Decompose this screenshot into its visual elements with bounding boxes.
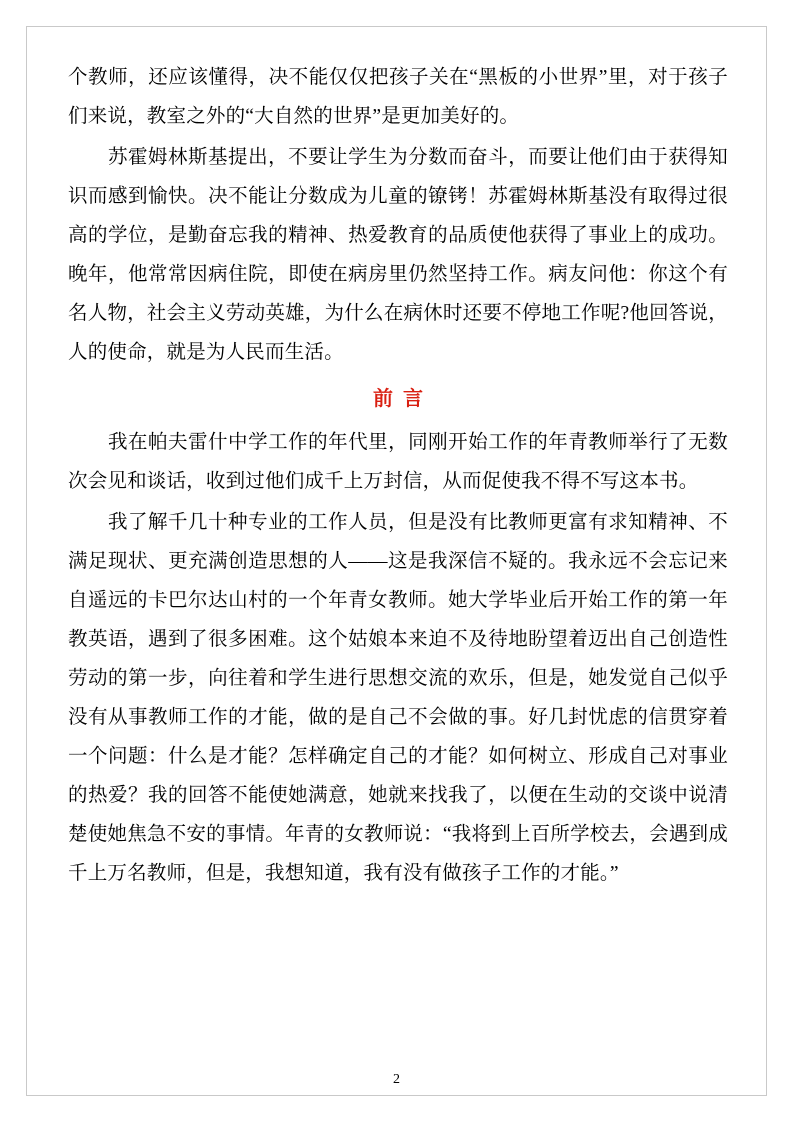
- page-content: [68, 58, 728, 895]
- paragraph: 我了解千几十种专业的工作人员，但是没有比教师更富有求知精神、不满足现状、更充满创造思想的人——这是我深信不疑的。我永远不会忘记来自遥远的卡巴尔达山村的一个年青女教师。她大学毕业后开始工作的第一年教英语，遇到了很多困难。这个姑娘本来迫不及待地盼望着迈出自己创造性劳动的第一步，向往着和学生进行思想交流的欢乐，但是，她发觉自己似乎没有从事教师工作的才能，做的是自己不会做的事。好几封忧虑的信贯穿着一个问题：什么是才能？怎样确定自己的才能？如何树立、形成自己对事业的热爱？我的回答不能使她满意，她就来找我了，以便在生动的交谈中说清楚使她焦急不安的事情。年青的女教师说：“我将到上百所学校去，会遇到成千上万名教师，但是，我想知道，我有没有做孩子工作的才能。”: [68, 512, 728, 884]
- section-heading: 前言: [373, 388, 433, 410]
- paragraph: 苏霍姆林斯基提出，不要让学生为分数而奋斗，而要让他们由于获得知识而感到愉快。决不能让分数成为儿童的镣铐！苏霍姆林斯基没有取得过很高的学位，是勤奋忘我的精神、热爱教育的品质使他获得了事业上的成功。晚年，他常常因病住院，即使在病房里仍然坚持工作。病友问他：你这个有名人物，社会主义劳动英雄，为什么在病休时还要不停地工作呢?他回答说，人的使命，就是为人民而生活。: [68, 147, 728, 363]
- paragraph: 我在帕夫雷什中学工作的年代里，同刚开始工作的年青教师举行了无数次会见和谈话，收到过他们成千上万封信，从而促使我不得不写这本书。: [68, 432, 728, 492]
- paragraph: 个教师，还应该懂得，决不能仅仅把孩子关在“黑板的小世界”里，对于孩子们来说，教室之外的“大自然的世界”是更加美好的。: [68, 67, 728, 127]
- page-number: 2: [393, 1072, 400, 1087]
